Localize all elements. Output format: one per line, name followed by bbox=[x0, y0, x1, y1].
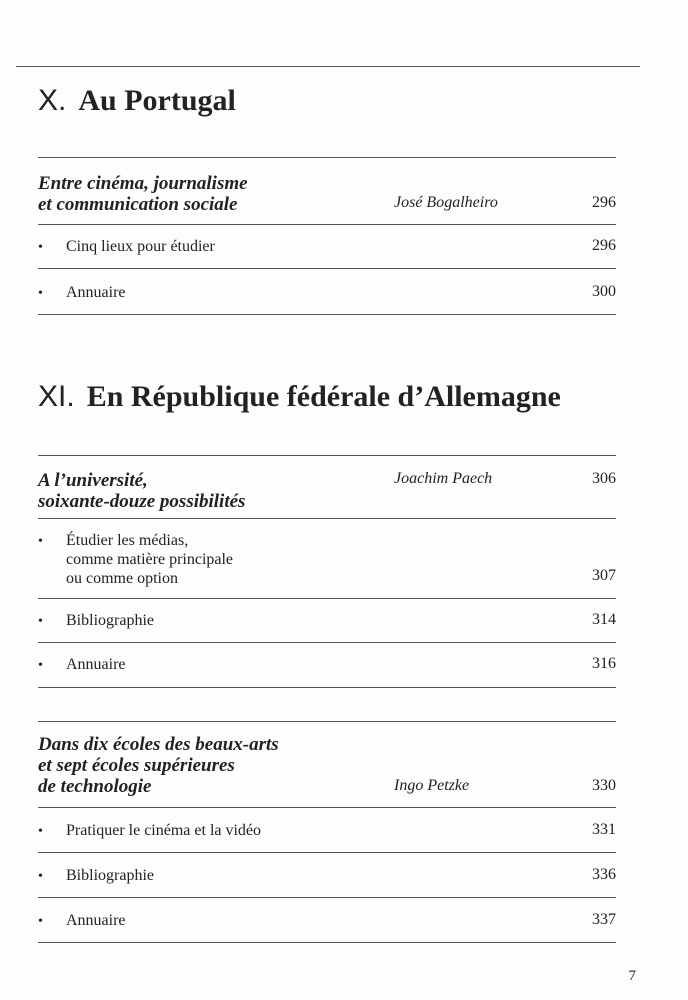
article-title-line: Entre cinéma, journalisme bbox=[38, 173, 248, 194]
rule bbox=[38, 807, 616, 808]
item-page[interactable]: 336 bbox=[592, 866, 616, 883]
section-title: Au Portugal bbox=[78, 84, 236, 117]
rule bbox=[38, 224, 616, 225]
item-label: Pratiquer le cinéma et la vidéo bbox=[66, 822, 262, 839]
section-heading-portugal bbox=[38, 86, 236, 116]
bullet-icon: • bbox=[38, 614, 43, 629]
rule bbox=[38, 642, 616, 643]
section-title: En République fédérale d’Allemagne bbox=[86, 380, 561, 413]
section-heading-allemagne bbox=[38, 382, 561, 412]
item-page[interactable]: 331 bbox=[592, 821, 616, 838]
list-item[interactable] bbox=[38, 655, 126, 675]
list-item[interactable] bbox=[38, 866, 154, 886]
item-label: Bibliographie bbox=[66, 612, 154, 629]
list-item[interactable] bbox=[38, 911, 126, 931]
item-label-line: ou comme option bbox=[66, 570, 178, 587]
item-label: Bibliographie bbox=[66, 867, 154, 884]
article-author: Joachim Paech bbox=[394, 470, 493, 487]
item-page[interactable]: 316 bbox=[592, 655, 616, 672]
item-label: Annuaire bbox=[66, 284, 126, 301]
article-title[interactable] bbox=[38, 173, 248, 215]
article-page[interactable]: 330 bbox=[592, 777, 616, 794]
section-number: X. bbox=[38, 84, 67, 117]
item-page[interactable]: 337 bbox=[592, 911, 616, 928]
rule bbox=[38, 598, 616, 599]
item-label-line: comme matière principale bbox=[66, 551, 234, 568]
rule bbox=[38, 157, 616, 158]
top-rule bbox=[16, 66, 640, 67]
rule bbox=[38, 687, 616, 688]
list-item[interactable] bbox=[38, 531, 233, 588]
item-label-line: Étudier les médias, bbox=[66, 532, 189, 549]
item-page[interactable]: 307 bbox=[592, 567, 616, 584]
article-author: José Bogalheiro bbox=[394, 194, 498, 211]
rule bbox=[38, 455, 616, 456]
item-label: Cinq lieux pour étudier bbox=[66, 238, 215, 255]
article-title[interactable] bbox=[38, 470, 245, 512]
article-title-line: de technologie bbox=[38, 776, 152, 797]
bullet-icon: • bbox=[38, 658, 43, 673]
bullet-icon: • bbox=[38, 286, 43, 301]
article-title[interactable] bbox=[38, 734, 279, 797]
rule bbox=[38, 314, 616, 315]
article-title-line: A l’université, bbox=[38, 470, 148, 491]
page-number: 7 bbox=[628, 968, 636, 984]
rule bbox=[38, 852, 616, 853]
list-item[interactable] bbox=[38, 283, 126, 303]
bullet-icon: • bbox=[38, 240, 43, 255]
rule bbox=[38, 897, 616, 898]
rule bbox=[38, 721, 616, 722]
rule bbox=[38, 942, 616, 943]
bullet-icon: • bbox=[38, 869, 43, 884]
article-title-line: et communication sociale bbox=[38, 194, 238, 215]
item-page[interactable]: 300 bbox=[592, 283, 616, 300]
item-page[interactable]: 296 bbox=[592, 237, 616, 254]
list-item[interactable] bbox=[38, 821, 261, 841]
article-author: Ingo Petzke bbox=[394, 777, 470, 794]
rule bbox=[38, 268, 616, 269]
article-title-line: et sept écoles supérieures bbox=[38, 755, 235, 776]
item-label: Annuaire bbox=[66, 656, 126, 673]
bullet-icon: • bbox=[38, 534, 43, 549]
article-page[interactable]: 306 bbox=[592, 470, 616, 487]
article-page[interactable]: 296 bbox=[592, 194, 616, 211]
list-item[interactable] bbox=[38, 237, 215, 257]
bullet-icon: • bbox=[38, 914, 43, 929]
bullet-icon: • bbox=[38, 824, 43, 839]
rule bbox=[38, 518, 616, 519]
article-title-line: soixante-douze possibilités bbox=[38, 491, 246, 512]
list-item[interactable] bbox=[38, 611, 154, 631]
article-title-line: Dans dix écoles des beaux-arts bbox=[38, 734, 279, 755]
item-label: Annuaire bbox=[66, 912, 126, 929]
section-number: XI. bbox=[38, 380, 75, 413]
item-page[interactable]: 314 bbox=[592, 611, 616, 628]
